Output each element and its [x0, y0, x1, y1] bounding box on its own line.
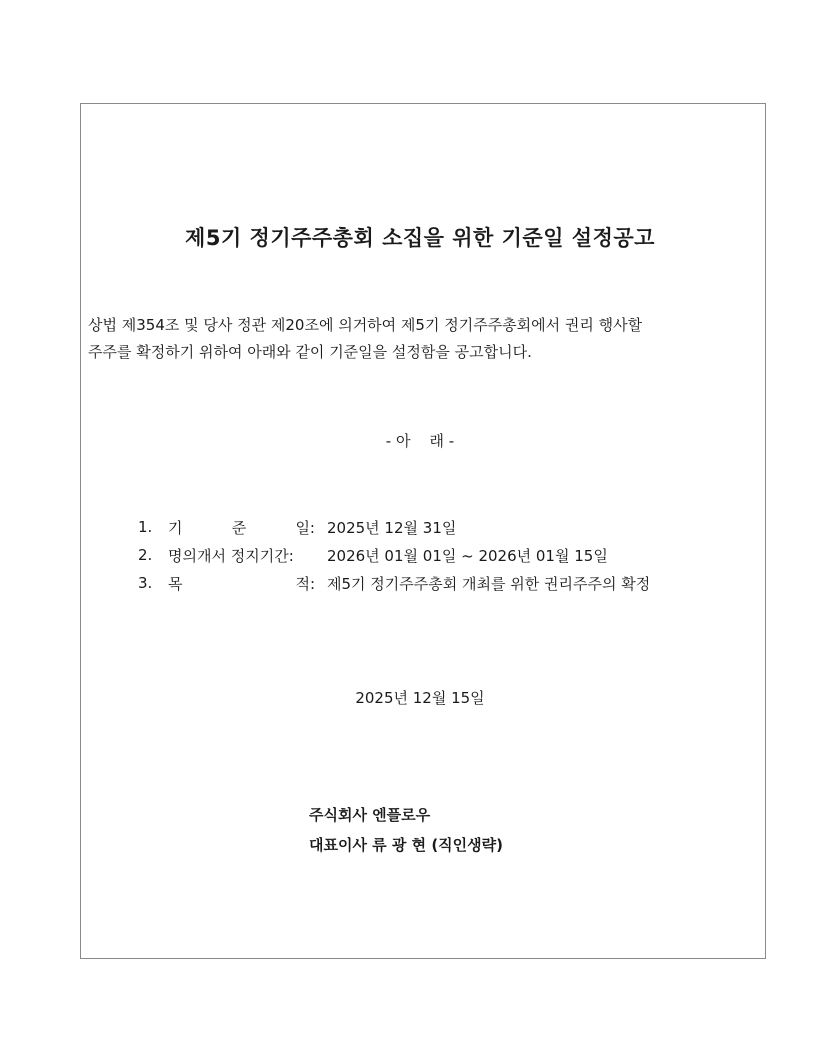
intro-paragraph: [88, 312, 768, 366]
item-label-char: 적:: [295, 574, 315, 593]
document-title: 제5기 정기주주총회 소집을 위한 기준일 설정공고: [185, 226, 655, 250]
signature-block: [309, 800, 503, 860]
representative-name: 대표이사 류 광 현 (직인생략): [309, 836, 503, 854]
item-label-char: 기: [168, 518, 183, 537]
list-item-record-date: [138, 513, 650, 541]
item-number: 2.: [138, 546, 153, 564]
notice-date: 2025년 12월 15일: [355, 689, 485, 707]
list-item-suspension-period: [138, 541, 650, 569]
item-label-text: 명의개서 정지기간:: [168, 546, 294, 565]
item-number: 3.: [138, 574, 153, 592]
item-value: 제5기 정기주주총회 개최를 위한 권리주주의 확정: [327, 574, 651, 593]
section-heading: - 아 래 -: [385, 432, 455, 450]
item-label-char: 준: [231, 518, 247, 537]
item-label: [168, 545, 315, 566]
item-label: [168, 573, 315, 594]
list-item-purpose: [138, 569, 650, 597]
company-name: 주식회사 엔플로우: [309, 806, 431, 824]
item-label-char: 목: [168, 574, 183, 593]
intro-line-1: 상법 제354조 및 당사 정관 제20조에 의거하여 제5기 정기주주총회에서 권리 행사할: [88, 316, 643, 334]
item-number: 1.: [138, 518, 153, 536]
item-value: 2025년 12월 31일: [327, 518, 457, 537]
notice-items: [138, 513, 650, 597]
intro-line-2: 주주를 확정하기 위하여 아래와 같이 기준일을 설정함을 공고합니다.: [88, 343, 532, 361]
item-label-char: 일:: [295, 518, 315, 537]
item-label: [168, 517, 315, 538]
item-value: 2026년 01월 01일 ~ 2026년 01월 15일: [327, 546, 608, 565]
